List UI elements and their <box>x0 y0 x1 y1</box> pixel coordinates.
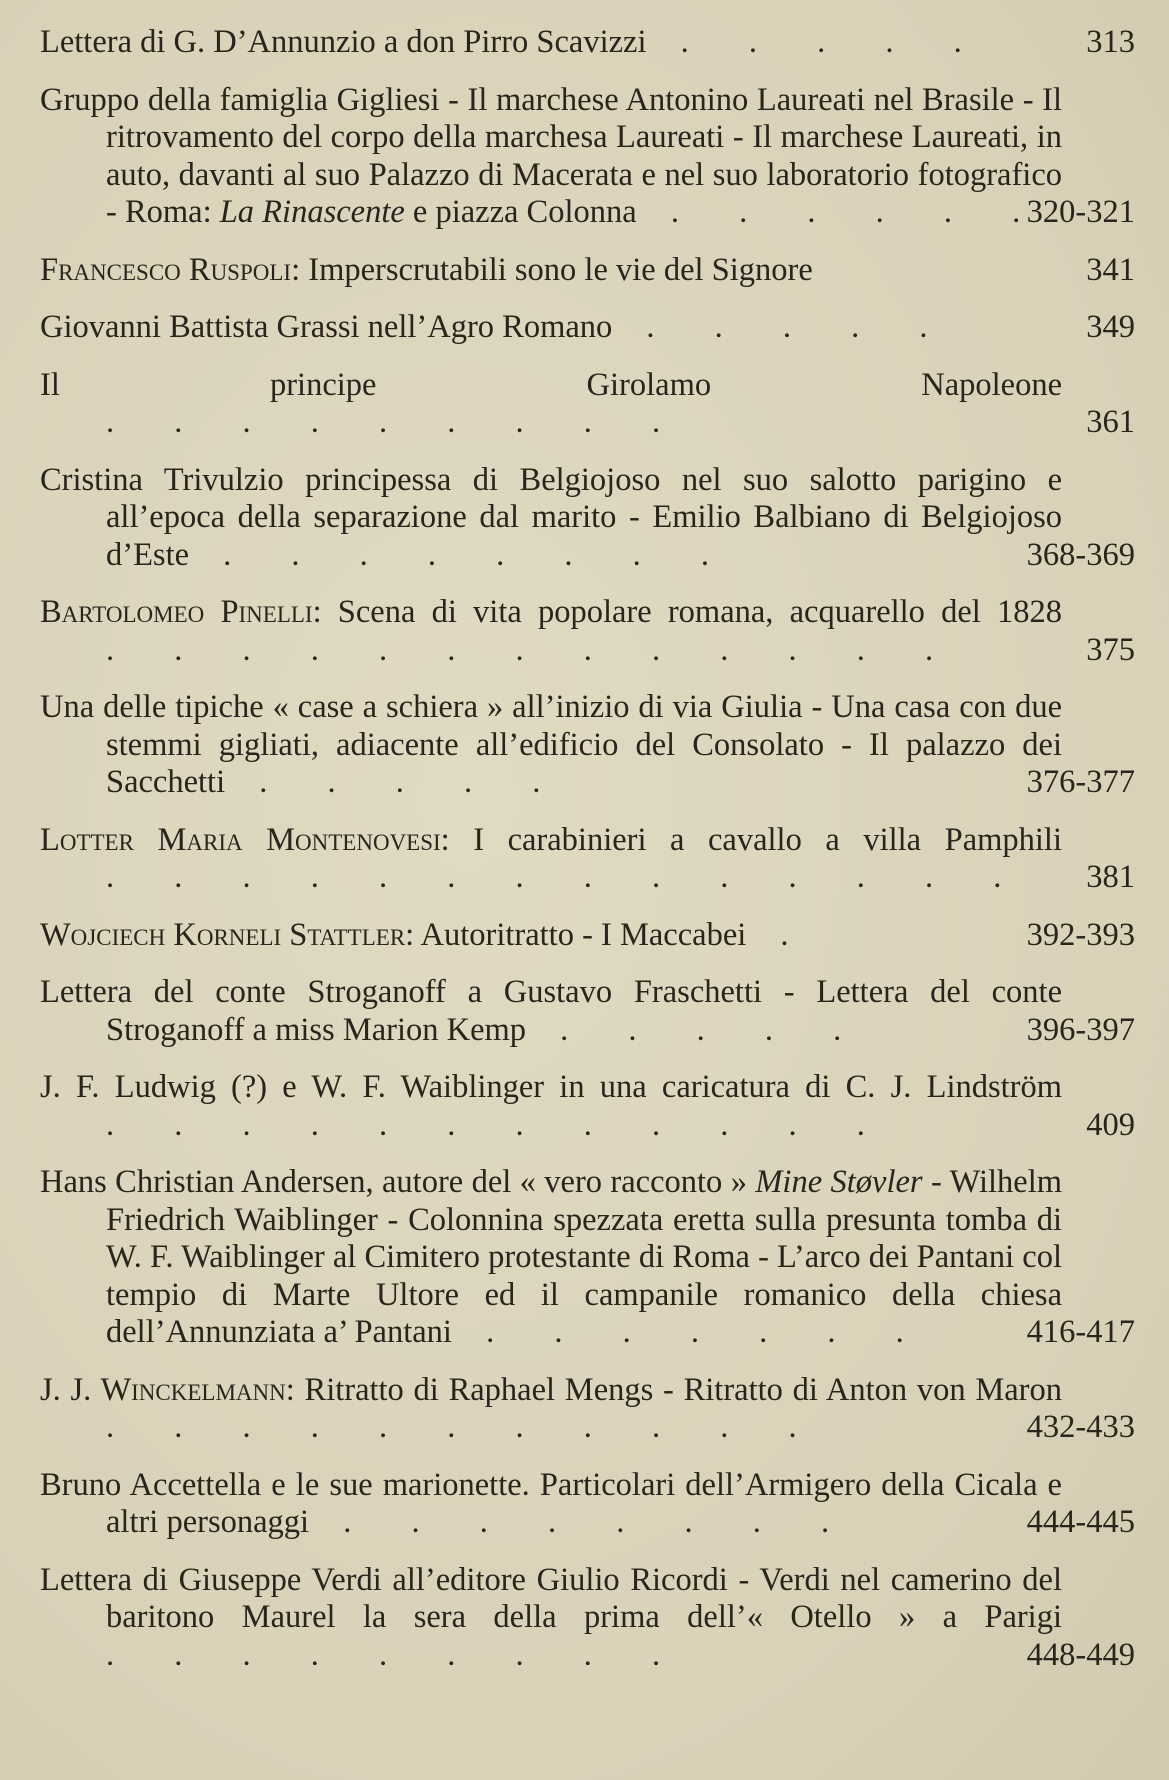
entry-caption: Lettera di G. D’Annunzio a don Pirro Scavizzi <box>40 24 647 60</box>
entry-caption: I carabinieri a cavallo a villa Pamphili <box>449 821 1062 858</box>
entry-text <box>40 1164 1062 1352</box>
entry-author: Bartolomeo Pinelli: <box>40 594 322 630</box>
entry-text <box>40 462 1062 575</box>
entry-caption-continued: - Wilhelm Friedrich Waiblinger - Colonnina spezzata eretta sulla presunta tomba di W. F. Waiblinger al Cimitero protestante di Roma - L’arco dei Pantani col tempio di Marte Ultore ed il campanile romanico della chiesa dell’Annunziata a’ Pantani <box>106 1164 1063 1350</box>
entry-page-number: 416-417 <box>1026 1314 1135 1350</box>
entry-caption: Il principe Girolamo Napoleone <box>40 366 1062 403</box>
entry-page-number: 349 <box>1086 309 1135 345</box>
entry-caption: Gruppo della famiglia Gigliesi - Il marchese Antonino Laureati nel Brasile - Il ritrovamento del corpo della marchesa Laureati - Il marchese Laureati, in auto, davanti al suo Palazzo di Macerata e nel suo laboratorio fotografico - Roma: <box>40 81 1062 230</box>
index-entry <box>40 252 1135 290</box>
leader-dots: . . . . . . . . <box>189 536 736 573</box>
leader-dots: . . . . . <box>646 24 988 60</box>
entry-caption: J. F. Ludwig (?) e W. F. Waiblinger in una caricatura di C. J. Lindström <box>40 1069 1062 1105</box>
leader-dots: . . . . . . . . . <box>106 1636 687 1673</box>
entry-caption: Scena di vita popolare romana, acquarello del 1828 <box>321 594 1062 630</box>
entry-caption: Autoritratto - I Maccabei <box>414 916 747 953</box>
index-entry <box>40 689 1135 802</box>
leader-dots: . <box>746 916 815 953</box>
entry-text <box>40 822 1062 897</box>
entry-text <box>40 1467 1062 1542</box>
leader-dots: . . . . . . . . . . . . <box>106 1106 891 1143</box>
entry-author: Wojciech Korneli Stattler: <box>40 916 415 953</box>
entry-text <box>40 1069 1062 1144</box>
entry-caption: Hans Christian Andersen, autore del « vero racconto » <box>40 1164 756 1200</box>
entry-text <box>40 82 1062 232</box>
index-entry <box>40 1562 1135 1675</box>
index-entry <box>40 1467 1135 1542</box>
entry-page-number: 396-397 <box>1026 1011 1135 1048</box>
leader-dots: . . . . . . <box>636 194 1047 230</box>
entry-text <box>40 689 1062 802</box>
index-entry <box>40 1372 1135 1447</box>
leader-dots: . . . . . <box>225 764 567 800</box>
entry-page-number: 448-449 <box>1026 1636 1135 1673</box>
index-entry <box>40 1069 1135 1144</box>
entry-author: Lotter Maria Montenovesi: <box>40 821 450 858</box>
entry-text <box>40 974 1062 1049</box>
entry-page-number: 432-433 <box>1026 1409 1135 1445</box>
entry-caption: Giovanni Battista Grassi nell’Agro Romano <box>40 309 613 345</box>
index-entry <box>40 82 1135 232</box>
entry-caption: Bruno Accettella e le sue marionette. Particolari dell’Armigero della Cicala e altri personaggi <box>40 1466 1062 1540</box>
entry-author: Francesco Ruspoli: <box>40 251 301 288</box>
entry-caption: Cristina Trivulzio principessa di Belgiojoso nel suo salotto parigino e all’epoca della separazione dal marito - Emilio Balbiano di Belgiojoso d’Este <box>40 461 1062 573</box>
entry-text <box>40 594 1062 669</box>
index-entry <box>40 917 1135 955</box>
entry-text <box>40 1562 1062 1675</box>
entry-text <box>40 367 1062 442</box>
entry-page-number: 409 <box>1086 1106 1135 1143</box>
leader-dots: . . . . . . . . . . . . . <box>106 631 960 668</box>
leader-dots: . . . . . . . . <box>309 1504 856 1540</box>
leader-dots: . . . . . . . <box>451 1314 930 1350</box>
leader-dots: . . . . . . . . . . . <box>106 1409 823 1445</box>
index-entry <box>40 594 1135 669</box>
illustrations-index <box>40 24 1135 1694</box>
leader-dots: . . . . . <box>612 309 954 345</box>
entry-text <box>40 252 1062 290</box>
entry-caption: Lettera di Giuseppe Verdi all’editore Giulio Ricordi - Verdi nel camerino del baritono Maurel la sera della prima dell’« Otello » a Parigi <box>40 1561 1062 1635</box>
index-entry <box>40 822 1135 897</box>
entry-page-number: 381 <box>1086 859 1135 895</box>
entry-text <box>40 24 1062 62</box>
entry-page-number: 320-321 <box>1026 194 1135 230</box>
index-entry <box>40 1164 1135 1352</box>
leader-dots: . . . . . . . . . . . . . . <box>106 859 1028 895</box>
entry-caption: Lettera del conte Stroganoff a Gustavo Fraschetti - Lettera del conte Stroganoff a miss Marion Kemp <box>40 974 1062 1048</box>
index-entry <box>40 367 1135 442</box>
entry-text <box>40 917 1062 955</box>
entry-italic-title: La Rinascente <box>219 194 405 230</box>
entry-author: J. J. Winckelmann: <box>40 1371 295 1408</box>
index-entry <box>40 974 1135 1049</box>
entry-text <box>40 1372 1062 1447</box>
index-entry <box>40 309 1135 347</box>
entry-page-number: 313 <box>1086 24 1135 60</box>
leader-dots: . . . . . . . . . <box>106 404 687 440</box>
entry-page-number: 444-445 <box>1026 1504 1135 1540</box>
entry-caption-continued: e piazza Colonna <box>404 194 637 230</box>
entry-page-number: 368-369 <box>1026 536 1135 573</box>
entry-page-number: 376-377 <box>1026 764 1135 800</box>
index-entry <box>40 462 1135 575</box>
entry-text <box>40 309 1062 347</box>
entry-page-number: 392-393 <box>1026 916 1135 953</box>
entry-page-number: 341 <box>1086 251 1135 288</box>
entry-caption: Ritratto di Raphael Mengs - Ritratto di Anton von Maron <box>294 1371 1062 1408</box>
leader-dots: . . . . . <box>526 1011 868 1048</box>
entry-page-number: 361 <box>1086 404 1135 440</box>
entry-page-number: 375 <box>1086 631 1135 668</box>
entry-italic-title: Mine Støvler <box>755 1164 923 1200</box>
entry-caption: Una delle tipiche « case a schiera » all’inizio di via Giulia - Una casa con due stemmi gigliati, adiacente all’edificio del Consolato - Il palazzo dei Sacchetti <box>40 689 1062 800</box>
entry-caption: Imperscrutabili sono le vie del Signore <box>300 251 813 288</box>
index-entry <box>40 24 1135 62</box>
